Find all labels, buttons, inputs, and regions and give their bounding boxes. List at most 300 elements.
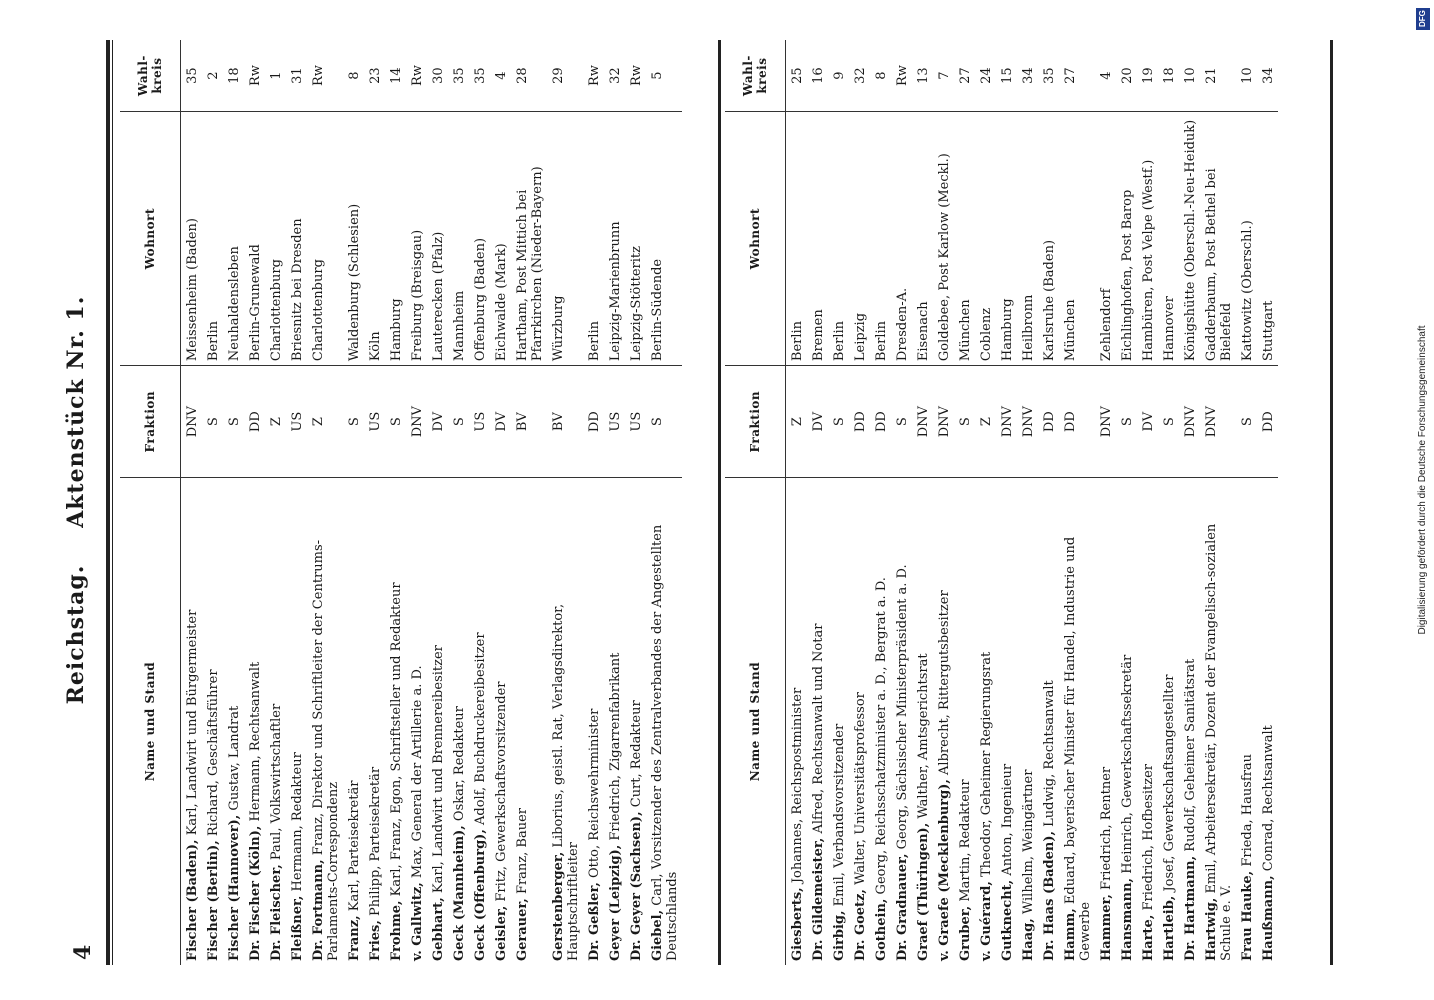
member-wahlkreis: Rw [625, 40, 646, 112]
member-wohnort: Hannover [1158, 112, 1179, 366]
member-wohnort: Charlottenburg [307, 112, 343, 366]
member-surname: Fischer (Berlin), [206, 840, 221, 961]
member-details: Carl, Vorsitzender des Zentralverbandes der Angestellten Deutschlands [650, 524, 680, 961]
member-surname: v. Graefe (Mecklenburg), [937, 779, 952, 961]
member-surname: Harte, [1141, 914, 1156, 961]
col-header-wohnort: Wohnort [120, 112, 181, 366]
member-surname: Dr. Geßler, [587, 882, 602, 961]
member-fraktion: US [286, 366, 307, 478]
member-row [625, 40, 646, 965]
member-details: Anton, Ingenieur [1000, 763, 1015, 880]
member-surname: v. Guérard, [979, 881, 994, 961]
member-row [1158, 40, 1179, 965]
member-wahlkreis: 28 [511, 40, 547, 112]
member-surname: Hartleib, [1162, 895, 1177, 961]
member-row [912, 40, 933, 965]
member-wahlkreis: 4 [1095, 40, 1116, 112]
bottom-rule [1330, 40, 1333, 965]
member-fraktion: Z [307, 366, 343, 478]
member-row [933, 40, 954, 965]
member-wohnort: Heilbronn [1017, 112, 1038, 366]
member-row [1257, 40, 1278, 965]
member-fraktion: DNV [1179, 366, 1200, 478]
member-surname: Haag, [1021, 918, 1036, 961]
member-fraktion: DD [244, 366, 265, 478]
member-fraktion: DNV [1200, 366, 1236, 478]
member-wohnort: Lauterecken (Pfalz) [427, 112, 448, 366]
member-name-cell [933, 478, 954, 965]
member-wohnort: Stuttgart [1257, 112, 1278, 366]
col-header-fraktion: Fraktion [725, 366, 786, 478]
member-details: Hermann, Rechtsanwalt [248, 661, 263, 826]
member-surname: Dr. Gradnauer, [895, 853, 910, 961]
member-wahlkreis: 25 [786, 40, 808, 112]
member-wohnort: Offenburg (Baden) [469, 112, 490, 366]
member-details: Alfred, Rechtsanwalt und Notar [811, 623, 826, 838]
member-wahlkreis: 8 [343, 40, 364, 112]
page-number: 4 [70, 944, 96, 960]
member-wahlkreis: Rw [307, 40, 343, 112]
member-fraktion: DNV [406, 366, 427, 478]
member-name-cell [1095, 478, 1116, 965]
member-fraktion: DNV [933, 366, 954, 478]
member-fraktion: S [385, 366, 406, 478]
member-wohnort: Briesnitz bei Dresden [286, 112, 307, 366]
member-surname: Geck (Mannheim), [452, 825, 467, 961]
member-row [786, 40, 808, 965]
member-name-cell [1236, 478, 1257, 965]
member-details: Emil, Arbeitersekretär, Dozent der Evangelisch-sozialen Schule e. V. [1204, 523, 1234, 961]
member-fraktion: DV [427, 366, 448, 478]
member-surname: Geyer (Leipzig), [608, 844, 623, 961]
col-header-name: Name und Stand [120, 478, 181, 965]
member-wohnort: Berlin [870, 112, 891, 366]
member-wohnort: Eichwalde (Mark) [490, 112, 511, 366]
member-wahlkreis: 32 [849, 40, 870, 112]
member-surname: Graef (Thüringen), [916, 822, 931, 961]
member-surname: Gebhart, [431, 897, 446, 961]
member-wahlkreis: 5 [646, 40, 682, 112]
member-fraktion: US [625, 366, 646, 478]
member-surname: Hamm, [1063, 908, 1078, 961]
member-name-cell [244, 478, 265, 965]
member-wahlkreis: 19 [1137, 40, 1158, 112]
member-row [469, 40, 490, 965]
member-fraktion: DD [583, 366, 604, 478]
member-row [1059, 40, 1095, 965]
member-wohnort: Hamburg [385, 112, 406, 366]
member-fraktion: US [364, 366, 385, 478]
member-name-cell [1017, 478, 1038, 965]
member-row [364, 40, 385, 965]
member-row [490, 40, 511, 965]
member-wahlkreis: 14 [385, 40, 406, 112]
member-fraktion: DD [1059, 366, 1095, 478]
member-fraktion: DV [490, 366, 511, 478]
running-head-right: Aktenstück Nr. 1. [63, 295, 89, 528]
member-surname: Gothein, [874, 898, 889, 961]
member-wohnort: Hamburg [996, 112, 1017, 366]
member-surname: Haußmann, [1261, 875, 1276, 961]
member-wohnort: Königshütte (Oberschl.-Neu-Heiduk) [1179, 112, 1200, 366]
member-row [1236, 40, 1257, 965]
member-wahlkreis: 30 [427, 40, 448, 112]
member-name-cell [849, 478, 870, 965]
member-row [181, 40, 203, 965]
member-row [646, 40, 682, 965]
member-wahlkreis: 21 [1200, 40, 1236, 112]
member-wohnort: Neuhaldensleben [223, 112, 244, 366]
member-fraktion: DNV [1095, 366, 1116, 478]
member-row [427, 40, 448, 965]
middle-rule [718, 40, 721, 965]
member-row [244, 40, 265, 965]
member-name-cell [996, 478, 1017, 965]
member-details: Friedrich, Rentner [1099, 766, 1114, 895]
member-fraktion: Z [786, 366, 808, 478]
member-fraktion: DD [849, 366, 870, 478]
member-details: Franz, Direktor und Schriftleiter der Centrums-Parlaments-Correspondenz [311, 539, 341, 961]
member-name-cell [490, 478, 511, 965]
member-details: Karl, Parteisekretär [347, 780, 362, 916]
member-wahlkreis: 16 [807, 40, 828, 112]
digitization-note [1410, 0, 1432, 1000]
member-name-cell [807, 478, 828, 965]
member-wahlkreis: 29 [547, 40, 583, 112]
member-wohnort: Berlin-Südende [646, 112, 682, 366]
member-surname: Frohme, [389, 900, 404, 961]
member-details: Fritz, Gewerkschaftsvorsitzender [494, 681, 509, 906]
running-head [63, 0, 89, 1000]
member-details: Heinrich, Gewerkschaftssekretär [1120, 654, 1135, 878]
member-wahlkreis: 34 [1257, 40, 1278, 112]
member-surname: Dr. Haas (Baden), [1042, 830, 1057, 961]
col-header-fraktion: Fraktion [120, 366, 181, 478]
member-name-cell [625, 478, 646, 965]
member-details: Gustav, Landrat [227, 705, 242, 815]
member-fraktion: DV [1137, 366, 1158, 478]
member-fraktion: S [646, 366, 682, 478]
member-row [1017, 40, 1038, 965]
member-name-cell [469, 478, 490, 965]
member-fraktion: S [1116, 366, 1137, 478]
member-fraktion: BV [511, 366, 547, 478]
member-wahlkreis: 2 [202, 40, 223, 112]
member-surname: Hammer, [1099, 894, 1114, 961]
member-surname: Hansmann, [1120, 877, 1135, 961]
member-name-cell [286, 478, 307, 965]
member-wahlkreis: 20 [1116, 40, 1137, 112]
member-details: Richard, Geschäftsführer [206, 669, 221, 841]
col-header-wahlkreis: Wahl-kreis [120, 40, 181, 112]
member-wohnort: Dresden-A. [891, 112, 912, 366]
member-details: Paul, Volkswirtschaftler [269, 703, 284, 865]
member-fraktion: DD [870, 366, 891, 478]
member-wohnort: Köln [364, 112, 385, 366]
member-row [265, 40, 286, 965]
member-details: Martin, Redakteur [958, 779, 973, 906]
member-wahlkreis: 32 [604, 40, 625, 112]
member-details: Albrecht, Rittergutsbesitzer [937, 590, 952, 780]
member-name-cell [912, 478, 933, 965]
member-wahlkreis: 35 [469, 40, 490, 112]
member-wahlkreis: 34 [1017, 40, 1038, 112]
member-details: Georg, Reichsschatzminister a. D., Bergrat a. D. [874, 577, 889, 899]
member-surname: Geisler, [494, 905, 509, 961]
member-details: Conrad, Rechtsanwalt [1261, 725, 1276, 876]
member-wahlkreis: 31 [286, 40, 307, 112]
member-row [385, 40, 406, 965]
member-wohnort: Eisenach [912, 112, 933, 366]
member-details: Friedrich, Hofbesitzer [1141, 764, 1156, 915]
digitization-note-text: Digitalisierung gefördert durch die Deutsche Forschungsgemeinschaft [1417, 325, 1428, 635]
member-fraktion: S [202, 366, 223, 478]
member-surname: v. Gallwitz, [410, 882, 425, 961]
member-wahlkreis: 13 [912, 40, 933, 112]
member-surname: Fischer (Baden), [185, 839, 200, 961]
member-row [604, 40, 625, 965]
member-fraktion: Z [265, 366, 286, 478]
member-wahlkreis: Rw [583, 40, 604, 112]
member-name-cell [427, 478, 448, 965]
member-name-cell [406, 478, 427, 965]
member-wahlkreis: 27 [1059, 40, 1095, 112]
member-row [1137, 40, 1158, 965]
member-details: Walter, Universitätsprofessor [853, 692, 868, 890]
member-surname: Hartwig, [1204, 897, 1219, 961]
member-details: Philipp, Parteisekretär [368, 766, 383, 921]
member-wohnort: Zehlendorf [1095, 112, 1116, 366]
member-details: Theodor, Geheimer Regierungsrat [979, 651, 994, 882]
member-fraktion: S [223, 366, 244, 478]
member-name-cell [828, 478, 849, 965]
member-wahlkreis: 10 [1236, 40, 1257, 112]
member-details: Emil, Verbandsvorsitzender [832, 723, 847, 911]
member-surname: Frau Hauke, [1240, 870, 1255, 961]
member-details: Otto, Reichswehrminister [587, 708, 602, 883]
member-wahlkreis: 1 [265, 40, 286, 112]
member-name-cell [1137, 478, 1158, 965]
member-name-cell [1158, 478, 1179, 965]
member-wohnort: München [1059, 112, 1095, 366]
member-row [307, 40, 343, 965]
member-row [1179, 40, 1200, 965]
member-row [954, 40, 975, 965]
col-header-name: Name und Stand [725, 478, 786, 965]
member-details: Karl, Franz, Egon, Schriftsteller und Redakteur [389, 582, 404, 901]
member-fraktion: S [1236, 366, 1257, 478]
member-wahlkreis: 24 [975, 40, 996, 112]
member-wohnort: Goldebee, Post Karlow (Meckl.) [933, 112, 954, 366]
member-surname: Dr. Goetz, [853, 889, 868, 961]
member-name-cell [583, 478, 604, 965]
member-details: Georg, Sächsischer Ministerpräsident a. D. [895, 564, 910, 854]
col-header-wahlkreis: Wahl-kreis [725, 40, 786, 112]
member-wohnort: Berlin [828, 112, 849, 366]
member-wahlkreis: 7 [933, 40, 954, 112]
member-details: Rudolf, Geheimer Sanitätsrat [1183, 658, 1198, 856]
member-wahlkreis: 4 [490, 40, 511, 112]
member-wohnort: Meissenheim (Baden) [181, 112, 203, 366]
member-row [547, 40, 583, 965]
member-name-cell [364, 478, 385, 965]
member-name-cell [1179, 478, 1200, 965]
member-name-cell [265, 478, 286, 965]
member-surname: Giesberts, [790, 887, 805, 961]
member-details: Walther, Amtsgerichtsrat [916, 653, 931, 823]
member-row [406, 40, 427, 965]
member-wohnort: Kattowitz (Oberschl.) [1236, 112, 1257, 366]
member-fraktion: DNV [912, 366, 933, 478]
member-surname: Giebel, [650, 909, 665, 961]
member-surname: Gerstenberger, [551, 851, 566, 961]
member-wohnort: Würzburg [547, 112, 583, 366]
member-fraktion: BV [547, 366, 583, 478]
member-fraktion: DNV [181, 366, 203, 478]
member-row [223, 40, 244, 965]
member-wahlkreis: Rw [891, 40, 912, 112]
member-name-cell [646, 478, 682, 965]
member-wohnort: Coblenz [975, 112, 996, 366]
member-fraktion: S [828, 366, 849, 478]
top-rule [106, 40, 110, 965]
member-surname: Girbig, [832, 910, 847, 961]
member-surname: Dr. Hartmann, [1183, 855, 1198, 961]
member-surname: Dr. Gildemeister, [811, 837, 826, 961]
member-name-cell [786, 478, 808, 965]
running-head-left: Reichstag. [63, 564, 89, 705]
member-row [870, 40, 891, 965]
member-details: Max, General der Artillerie a. D. [410, 665, 425, 883]
member-details: Friedrich, Zigarrenfabrikant [608, 652, 623, 845]
member-surname: Fischer (Hannover), [227, 814, 242, 961]
member-wohnort: Gadderbaum, Post Bethel bei Bielefeld [1200, 112, 1236, 366]
member-wohnort: Freiburg (Breisgau) [406, 112, 427, 366]
member-wahlkreis: 18 [1158, 40, 1179, 112]
member-details: Wilhelm, Weingärtner [1021, 769, 1036, 919]
member-wahlkreis: 35 [1038, 40, 1059, 112]
member-fraktion: DD [1038, 366, 1059, 478]
member-fraktion: DV [807, 366, 828, 478]
member-wohnort: München [954, 112, 975, 366]
member-surname: Dr. Fleischer, [269, 864, 284, 961]
member-surname: Franz, [347, 915, 362, 961]
member-fraktion: S [343, 366, 364, 478]
member-row [286, 40, 307, 965]
member-wahlkreis: 8 [870, 40, 891, 112]
member-row [828, 40, 849, 965]
member-details: Johannes, Reichspostminister [790, 687, 805, 888]
member-name-cell [181, 478, 203, 965]
member-wohnort: Berlin [583, 112, 604, 366]
member-surname: Geck (Offenburg), [473, 829, 488, 961]
member-surname: Gerauer, [515, 898, 530, 961]
member-wohnort: Mannheim [448, 112, 469, 366]
member-row [583, 40, 604, 965]
member-details: Karl, Landwirt und Bürgermeister [185, 609, 200, 840]
member-wohnort: Bremen [807, 112, 828, 366]
member-wohnort: Leipzig-Marienbrunn [604, 112, 625, 366]
member-details: Josef, Gewerkschaftsangestellter [1162, 674, 1177, 896]
member-fraktion: Z [975, 366, 996, 478]
member-wahlkreis: 35 [448, 40, 469, 112]
member-name-cell [307, 478, 343, 965]
member-details: Ludwig, Rechtsanwalt [1042, 680, 1057, 831]
member-fraktion: DD [1257, 366, 1278, 478]
member-fraktion: S [1158, 366, 1179, 478]
member-details: Liborius, geistl. Rat, Verlagsdirektor, Hauptschriftleiter [551, 603, 581, 961]
member-wohnort: Berlin [202, 112, 223, 366]
member-name-cell [1059, 478, 1095, 965]
top-rule-thin [112, 40, 113, 965]
member-row [1116, 40, 1137, 965]
member-row [448, 40, 469, 965]
member-wahlkreis: Rw [406, 40, 427, 112]
member-name-cell [1257, 478, 1278, 965]
member-fraktion: DNV [996, 366, 1017, 478]
member-wohnort: Charlottenburg [265, 112, 286, 366]
member-wahlkreis: 10 [1179, 40, 1200, 112]
member-surname: Gutknecht, [1000, 879, 1015, 961]
member-details: Hermann, Redakteur [290, 752, 305, 896]
member-row [343, 40, 364, 965]
member-fraktion: US [469, 366, 490, 478]
member-name-cell [343, 478, 364, 965]
member-wahlkreis: 18 [223, 40, 244, 112]
member-details: Eduard, bayerischer Minister für Handel, Industrie und Gewerbe [1063, 536, 1093, 961]
member-details: Franz, Bauer [515, 808, 530, 899]
member-row [807, 40, 828, 965]
member-wohnort: Berlin-Grunewald [244, 112, 265, 366]
member-fraktion: S [954, 366, 975, 478]
member-name-cell [604, 478, 625, 965]
member-row [1095, 40, 1116, 965]
member-name-cell [954, 478, 975, 965]
member-details: Curt, Redakteur [629, 700, 644, 812]
member-surname: Gruber, [958, 905, 973, 961]
member-row [849, 40, 870, 965]
member-wohnort: Leipzig-Stötteritz [625, 112, 646, 366]
member-row [202, 40, 223, 965]
member-fraktion: S [891, 366, 912, 478]
member-wahlkreis: Rw [244, 40, 265, 112]
member-wahlkreis: 35 [181, 40, 203, 112]
member-surname: Fleißner, [290, 895, 305, 961]
member-name-cell [511, 478, 547, 965]
member-name-cell [975, 478, 996, 965]
member-wahlkreis: 15 [996, 40, 1017, 112]
member-details: Frieda, Hausfrau [1240, 753, 1255, 871]
member-wohnort: Berlin [786, 112, 808, 366]
member-wohnort: Leipzig [849, 112, 870, 366]
member-details: Oskar, Redakteur [452, 706, 467, 826]
member-name-cell [547, 478, 583, 965]
member-name-cell [202, 478, 223, 965]
member-fraktion: DNV [1017, 366, 1038, 478]
member-row [996, 40, 1017, 965]
member-row [1038, 40, 1059, 965]
member-wohnort: Karlsruhe (Baden) [1038, 112, 1059, 366]
member-fraktion: S [448, 366, 469, 478]
members-table-left [120, 40, 682, 965]
member-name-cell [448, 478, 469, 965]
member-surname: Fries, [368, 920, 383, 961]
members-table-right [725, 40, 1278, 965]
member-wohnort: Hartham, Post Mittich bei Pfarrkirchen (Nieder-Bayern) [511, 112, 547, 366]
member-wohnort: Eichlinghofen, Post Barop [1116, 112, 1137, 366]
member-row [891, 40, 912, 965]
member-surname: Dr. Fortmann, [311, 859, 326, 961]
